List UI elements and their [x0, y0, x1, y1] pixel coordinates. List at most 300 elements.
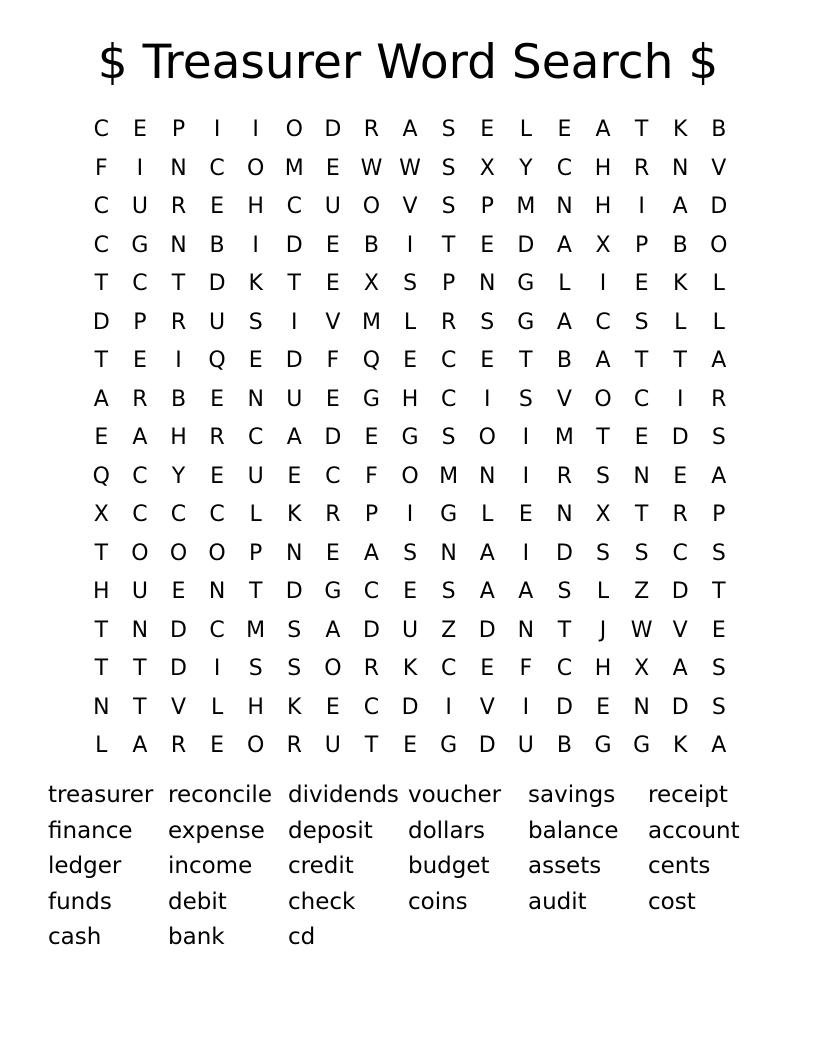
grid-cell[interactable]: S: [596, 463, 610, 489]
grid-cell[interactable]: N: [170, 232, 187, 258]
grid-cell[interactable]: O: [594, 386, 612, 412]
grid-cell[interactable]: E: [403, 733, 417, 758]
grid-cell[interactable]: V: [711, 155, 727, 181]
grid-cell[interactable]: D: [401, 694, 419, 720]
grid-cell[interactable]: N: [440, 540, 457, 566]
grid-cell[interactable]: H: [401, 386, 419, 412]
grid-cell[interactable]: C: [209, 502, 225, 527]
grid-cell[interactable]: U: [131, 579, 148, 604]
grid-cell[interactable]: A: [711, 733, 727, 758]
grid-cell[interactable]: E: [210, 463, 225, 489]
grid-cell[interactable]: D: [555, 694, 573, 720]
grid-cell[interactable]: E: [557, 117, 572, 142]
word-list-item: balance: [528, 817, 619, 844]
grid-cell[interactable]: A: [132, 425, 148, 450]
grid-cell[interactable]: E: [364, 425, 379, 450]
grid-cell[interactable]: O: [401, 463, 419, 489]
grid-cell[interactable]: S: [441, 117, 456, 142]
grid-cell[interactable]: A: [711, 348, 727, 373]
grid-cell[interactable]: T: [519, 348, 533, 373]
grid-cell[interactable]: D: [671, 425, 689, 450]
grid-cell[interactable]: M: [284, 155, 304, 181]
grid-cell[interactable]: E: [325, 232, 340, 258]
grid-cell[interactable]: O: [131, 540, 149, 566]
grid-cell[interactable]: P: [634, 232, 649, 258]
grid-cell[interactable]: I: [522, 694, 530, 720]
grid-cell[interactable]: A: [479, 579, 495, 604]
grid-cell[interactable]: P: [364, 502, 379, 527]
grid-cell[interactable]: E: [596, 694, 610, 720]
grid-cell[interactable]: C: [440, 348, 457, 373]
grid-cell[interactable]: S: [634, 309, 649, 335]
grid-cell[interactable]: G: [517, 271, 535, 296]
grid-cell[interactable]: A: [595, 117, 611, 142]
grid-cell[interactable]: E: [325, 540, 340, 566]
grid-cell[interactable]: O: [362, 194, 381, 219]
grid-cell[interactable]: T: [634, 117, 649, 142]
grid-cell[interactable]: Q: [208, 348, 226, 373]
grid-cell[interactable]: E: [673, 463, 688, 489]
grid-cell[interactable]: L: [519, 117, 532, 142]
grid-cell[interactable]: I: [522, 425, 530, 450]
grid-cell[interactable]: C: [93, 117, 109, 142]
grid-cell[interactable]: S: [711, 656, 726, 681]
grid-cell[interactable]: A: [672, 656, 688, 681]
grid-cell[interactable]: K: [672, 271, 688, 296]
grid-cell[interactable]: N: [633, 463, 650, 489]
grid-cell[interactable]: S: [711, 540, 726, 566]
grid-cell[interactable]: S: [518, 386, 533, 412]
grid-cell[interactable]: L: [712, 271, 725, 296]
grid-cell[interactable]: C: [209, 617, 225, 643]
grid-cell[interactable]: A: [595, 348, 611, 373]
grid-cell[interactable]: H: [247, 694, 264, 720]
grid-cell[interactable]: C: [633, 386, 650, 412]
grid-cell[interactable]: I: [175, 348, 182, 373]
grid-cell[interactable]: R: [633, 155, 650, 181]
grid-cell[interactable]: I: [406, 232, 414, 258]
grid-cell[interactable]: K: [287, 502, 302, 527]
grid-cell[interactable]: M: [554, 425, 574, 450]
word-list-item: credit: [288, 853, 354, 880]
grid-cell[interactable]: I: [522, 463, 530, 489]
grid-cell[interactable]: B: [170, 386, 187, 412]
grid-cell[interactable]: H: [93, 579, 110, 604]
grid-cell[interactable]: I: [445, 694, 452, 720]
grid-cell[interactable]: N: [208, 579, 226, 604]
grid-cell[interactable]: L: [481, 502, 494, 527]
grid-cell[interactable]: D: [324, 425, 342, 450]
grid-cell[interactable]: T: [94, 656, 109, 681]
grid-cell[interactable]: P: [442, 271, 456, 296]
grid-cell[interactable]: M: [439, 463, 459, 489]
grid-cell[interactable]: L: [210, 694, 224, 720]
grid-cell[interactable]: G: [440, 502, 458, 527]
grid-cell[interactable]: N: [479, 463, 496, 489]
grid-cell[interactable]: H: [594, 155, 612, 181]
grid-cell[interactable]: F: [94, 155, 108, 181]
grid-cell[interactable]: S: [480, 309, 495, 335]
grid-cell[interactable]: A: [479, 540, 495, 566]
grid-cell[interactable]: L: [596, 579, 610, 604]
grid-cell[interactable]: D: [555, 540, 573, 566]
grid-cell[interactable]: G: [324, 579, 342, 604]
grid-cell[interactable]: E: [711, 617, 726, 643]
grid-cell[interactable]: U: [247, 463, 264, 489]
grid-cell[interactable]: I: [136, 155, 144, 181]
grid-cell[interactable]: G: [594, 733, 612, 758]
grid-cell[interactable]: C: [440, 386, 457, 412]
grid-cell[interactable]: A: [325, 617, 341, 643]
word-list-item: dollars: [408, 817, 485, 844]
grid-cell[interactable]: D: [478, 733, 496, 758]
grid-cell[interactable]: C: [93, 232, 109, 258]
grid-cell[interactable]: F: [519, 656, 533, 681]
grid-cell[interactable]: S: [441, 155, 456, 181]
grid-cell[interactable]: I: [213, 656, 221, 681]
grid-cell[interactable]: C: [132, 502, 148, 527]
grid-cell[interactable]: E: [210, 733, 225, 758]
grid-cell[interactable]: T: [673, 348, 687, 373]
grid-cell[interactable]: R: [440, 309, 457, 335]
grid-cell[interactable]: U: [517, 733, 534, 758]
grid-cell[interactable]: G: [517, 309, 535, 335]
grid-cell[interactable]: R: [170, 733, 187, 758]
grid-cell[interactable]: D: [671, 579, 689, 604]
grid-cell[interactable]: E: [634, 425, 649, 450]
grid-cell[interactable]: L: [674, 309, 687, 335]
grid-cell[interactable]: D: [362, 617, 380, 643]
grid-cell[interactable]: S: [403, 540, 418, 566]
grid-cell[interactable]: B: [556, 733, 572, 758]
grid-cell[interactable]: D: [285, 348, 303, 373]
grid-cell[interactable]: T: [133, 656, 147, 681]
grid-cell[interactable]: I: [483, 386, 491, 412]
grid-cell[interactable]: S: [403, 271, 418, 296]
grid-cell[interactable]: R: [132, 386, 148, 412]
grid-cell[interactable]: I: [599, 271, 607, 296]
grid-cell[interactable]: S: [711, 425, 726, 450]
grid-cell[interactable]: A: [402, 117, 418, 142]
grid-cell[interactable]: X: [479, 155, 495, 181]
grid-cell[interactable]: C: [556, 656, 573, 681]
grid-cell[interactable]: I: [676, 386, 684, 412]
grid-cell[interactable]: N: [93, 694, 110, 720]
grid-cell[interactable]: S: [441, 425, 456, 450]
grid-cell[interactable]: Y: [519, 155, 533, 181]
grid-cell[interactable]: R: [170, 194, 187, 219]
grid-cell[interactable]: A: [556, 309, 572, 335]
grid-cell[interactable]: E: [480, 232, 495, 258]
grid-cell[interactable]: D: [208, 271, 226, 296]
word-list-item: finance: [48, 817, 133, 844]
grid-cell[interactable]: C: [595, 309, 611, 335]
grid-cell[interactable]: E: [325, 155, 340, 181]
grid-cell[interactable]: B: [672, 232, 688, 258]
grid-cell[interactable]: S: [248, 656, 263, 681]
grid-cell[interactable]: S: [557, 579, 572, 604]
grid-cell[interactable]: C: [363, 694, 380, 720]
grid-cell[interactable]: T: [364, 733, 379, 758]
grid-cell[interactable]: D: [92, 309, 110, 335]
grid-cell[interactable]: P: [133, 309, 147, 335]
grid-cell[interactable]: E: [132, 117, 147, 142]
grid-cell[interactable]: W: [399, 155, 421, 181]
grid-cell[interactable]: Q: [362, 348, 381, 373]
grid-cell[interactable]: R: [286, 733, 302, 758]
grid-cell[interactable]: O: [285, 117, 303, 142]
grid-cell[interactable]: P: [171, 117, 186, 142]
grid-cell[interactable]: H: [170, 425, 187, 450]
grid-cell[interactable]: T: [94, 348, 109, 373]
grid-cell[interactable]: X: [363, 271, 379, 296]
grid-cell[interactable]: E: [287, 463, 302, 489]
grid-cell[interactable]: Z: [441, 617, 457, 643]
grid-cell[interactable]: F: [365, 463, 378, 489]
grid-cell[interactable]: S: [287, 656, 302, 681]
grid-cell[interactable]: E: [403, 579, 417, 604]
grid-cell[interactable]: E: [518, 502, 533, 527]
grid-cell[interactable]: S: [248, 309, 263, 335]
grid-cell[interactable]: D: [710, 194, 728, 219]
grid-cell[interactable]: U: [324, 194, 341, 219]
grid-cell[interactable]: N: [517, 617, 535, 643]
grid-cell[interactable]: S: [287, 617, 302, 643]
grid-cell[interactable]: G: [633, 733, 651, 758]
word-list-item: treasurer: [48, 782, 154, 808]
grid-cell[interactable]: F: [326, 348, 340, 373]
grid-cell[interactable]: O: [169, 540, 188, 566]
grid-cell[interactable]: D: [478, 617, 496, 643]
grid-cell[interactable]: C: [556, 155, 573, 181]
grid-cell[interactable]: T: [596, 425, 610, 450]
grid-cell[interactable]: T: [248, 579, 263, 604]
grid-cell[interactable]: C: [170, 502, 187, 527]
grid-cell[interactable]: A: [711, 463, 727, 489]
grid-cell[interactable]: B: [556, 348, 572, 373]
grid-cell[interactable]: R: [170, 309, 187, 335]
grid-cell[interactable]: W: [360, 155, 383, 181]
grid-cell[interactable]: C: [672, 540, 688, 566]
grid-cell[interactable]: M: [246, 617, 266, 643]
grid-cell[interactable]: J: [599, 617, 607, 643]
grid-cell[interactable]: I: [638, 194, 645, 219]
grid-cell[interactable]: Z: [634, 579, 650, 604]
grid-cell[interactable]: U: [131, 194, 148, 219]
grid-cell[interactable]: X: [595, 502, 611, 527]
grid-cell[interactable]: S: [711, 694, 726, 720]
grid-cell[interactable]: I: [213, 117, 221, 142]
grid-cell[interactable]: S: [596, 540, 610, 566]
grid-cell[interactable]: I: [252, 117, 259, 142]
grid-cell[interactable]: C: [363, 579, 380, 604]
grid-cell[interactable]: B: [711, 117, 727, 142]
grid-cell[interactable]: B: [209, 232, 225, 258]
grid-cell[interactable]: S: [634, 540, 649, 566]
grid-cell[interactable]: T: [94, 540, 109, 566]
grid-cell[interactable]: S: [441, 194, 456, 219]
grid-cell[interactable]: E: [171, 579, 186, 604]
grid-cell[interactable]: I: [406, 502, 414, 527]
grid-cell[interactable]: T: [634, 502, 649, 527]
grid-cell[interactable]: G: [440, 733, 458, 758]
grid-cell[interactable]: V: [170, 694, 187, 720]
grid-cell[interactable]: A: [556, 232, 572, 258]
grid-cell[interactable]: D: [324, 117, 342, 142]
grid-cell[interactable]: C: [132, 463, 148, 489]
grid-cell[interactable]: T: [287, 271, 301, 296]
grid-cell[interactable]: L: [558, 271, 571, 296]
grid-cell[interactable]: T: [712, 579, 726, 604]
grid-cell[interactable]: V: [672, 617, 688, 643]
grid-cell[interactable]: N: [247, 386, 264, 412]
grid-cell[interactable]: H: [247, 194, 264, 219]
grid-cell[interactable]: X: [93, 502, 109, 527]
grid-cell[interactable]: E: [634, 271, 649, 296]
grid-cell[interactable]: H: [594, 656, 612, 681]
grid-cell[interactable]: O: [208, 540, 226, 566]
grid-cell[interactable]: I: [252, 232, 259, 258]
word-list-item: assets: [528, 853, 602, 880]
grid-cell[interactable]: E: [325, 271, 340, 296]
grid-cell[interactable]: E: [480, 117, 495, 142]
grid-cell[interactable]: O: [324, 656, 342, 681]
grid-cell[interactable]: X: [595, 232, 611, 258]
grid-cell[interactable]: G: [401, 425, 419, 450]
grid-cell[interactable]: W: [630, 617, 653, 643]
grid-cell[interactable]: P: [249, 540, 263, 566]
grid-cell[interactable]: N: [479, 271, 496, 296]
grid-cell[interactable]: E: [480, 348, 495, 373]
grid-cell[interactable]: O: [247, 155, 265, 181]
grid-cell[interactable]: E: [94, 425, 109, 450]
grid-cell[interactable]: T: [441, 232, 456, 258]
grid-cell[interactable]: L: [249, 502, 262, 527]
grid-cell[interactable]: K: [287, 694, 302, 720]
grid-cell[interactable]: K: [672, 117, 688, 142]
grid-cell[interactable]: A: [132, 733, 148, 758]
grid-cell[interactable]: U: [209, 309, 226, 335]
grid-cell[interactable]: B: [363, 232, 379, 258]
grid-cell[interactable]: K: [248, 271, 263, 296]
grid-cell[interactable]: L: [403, 309, 417, 335]
grid-cell[interactable]: E: [325, 694, 340, 720]
grid-cell[interactable]: N: [131, 617, 149, 643]
grid-cell[interactable]: O: [710, 232, 728, 258]
grid-cell[interactable]: T: [634, 348, 649, 373]
grid-cell[interactable]: D: [285, 232, 303, 258]
grid-cell[interactable]: R: [209, 425, 225, 450]
grid-cell[interactable]: D: [285, 579, 303, 604]
grid-cell[interactable]: C: [247, 425, 264, 450]
grid-cell[interactable]: K: [402, 656, 418, 681]
word-list-item: coins: [408, 888, 468, 915]
grid-cell[interactable]: A: [363, 540, 379, 566]
grid-cell[interactable]: M: [361, 309, 381, 335]
grid-cell[interactable]: V: [556, 386, 572, 412]
grid-cell[interactable]: Q: [92, 463, 110, 489]
grid-cell[interactable]: V: [479, 694, 495, 720]
grid-cell[interactable]: T: [133, 694, 147, 720]
grid-cell[interactable]: E: [325, 386, 340, 412]
grid-cell[interactable]: H: [594, 194, 612, 219]
grid-cell[interactable]: C: [209, 155, 225, 181]
grid-cell[interactable]: A: [518, 579, 534, 604]
grid-cell[interactable]: E: [248, 348, 263, 373]
grid-cell[interactable]: U: [324, 733, 341, 758]
grid-cell[interactable]: P: [712, 502, 726, 527]
grid-cell[interactable]: R: [711, 386, 727, 412]
grid-cell[interactable]: R: [672, 502, 688, 527]
grid-cell[interactable]: E: [403, 348, 417, 373]
grid-cell[interactable]: N: [556, 194, 573, 219]
grid-cell[interactable]: A: [93, 386, 109, 412]
grid-cell[interactable]: R: [363, 117, 380, 142]
grid-cell[interactable]: E: [210, 386, 225, 412]
grid-cell[interactable]: D: [170, 656, 187, 681]
grid-cell[interactable]: D: [170, 617, 187, 643]
word-list-item: check: [288, 888, 356, 915]
grid-cell[interactable]: D: [517, 232, 535, 258]
grid-cell[interactable]: S: [441, 579, 456, 604]
grid-cell[interactable]: L: [712, 309, 725, 335]
grid-cell[interactable]: C: [440, 656, 457, 681]
grid-cell[interactable]: R: [363, 656, 380, 681]
grid-cell[interactable]: O: [478, 425, 496, 450]
grid-cell[interactable]: T: [557, 617, 572, 643]
grid-cell[interactable]: M: [516, 194, 536, 219]
grid-cell[interactable]: R: [556, 463, 573, 489]
grid-cell[interactable]: N: [556, 502, 573, 527]
grid-cell[interactable]: U: [286, 386, 303, 412]
grid-cell[interactable]: E: [132, 348, 147, 373]
grid-cell[interactable]: K: [672, 733, 688, 758]
grid-cell[interactable]: P: [480, 194, 494, 219]
grid-cell[interactable]: N: [671, 155, 689, 181]
word-list-item: income: [168, 853, 253, 880]
grid-cell[interactable]: I: [291, 309, 298, 335]
grid-cell[interactable]: N: [633, 694, 650, 720]
grid-cell[interactable]: G: [131, 232, 149, 258]
grid-cell[interactable]: C: [93, 194, 109, 219]
grid-cell[interactable]: L: [95, 733, 108, 758]
grid-cell[interactable]: E: [480, 656, 495, 681]
grid-cell[interactable]: C: [325, 463, 341, 489]
grid-cell[interactable]: N: [170, 155, 187, 181]
grid-cell[interactable]: A: [286, 425, 302, 450]
grid-cell[interactable]: D: [671, 694, 689, 720]
grid-cell[interactable]: T: [171, 271, 186, 296]
grid-cell[interactable]: V: [402, 194, 418, 219]
word-list-item: receipt: [648, 782, 728, 808]
grid-cell[interactable]: N: [286, 540, 303, 566]
grid-cell[interactable]: C: [132, 271, 148, 296]
grid-cell[interactable]: V: [325, 309, 341, 335]
grid-cell[interactable]: I: [522, 540, 530, 566]
grid-cell[interactable]: O: [247, 733, 265, 758]
grid-cell[interactable]: E: [210, 194, 225, 219]
grid-cell[interactable]: X: [634, 656, 650, 681]
grid-cell[interactable]: Y: [171, 463, 186, 489]
grid-cell[interactable]: G: [362, 386, 380, 412]
grid-cell[interactable]: T: [94, 617, 109, 643]
word-list-item: reconcile: [168, 782, 272, 808]
grid-cell[interactable]: R: [325, 502, 341, 527]
grid-cell[interactable]: T: [94, 271, 109, 296]
grid-cell[interactable]: A: [672, 194, 688, 219]
grid-cell[interactable]: U: [401, 617, 419, 643]
grid-cell[interactable]: C: [286, 194, 302, 219]
